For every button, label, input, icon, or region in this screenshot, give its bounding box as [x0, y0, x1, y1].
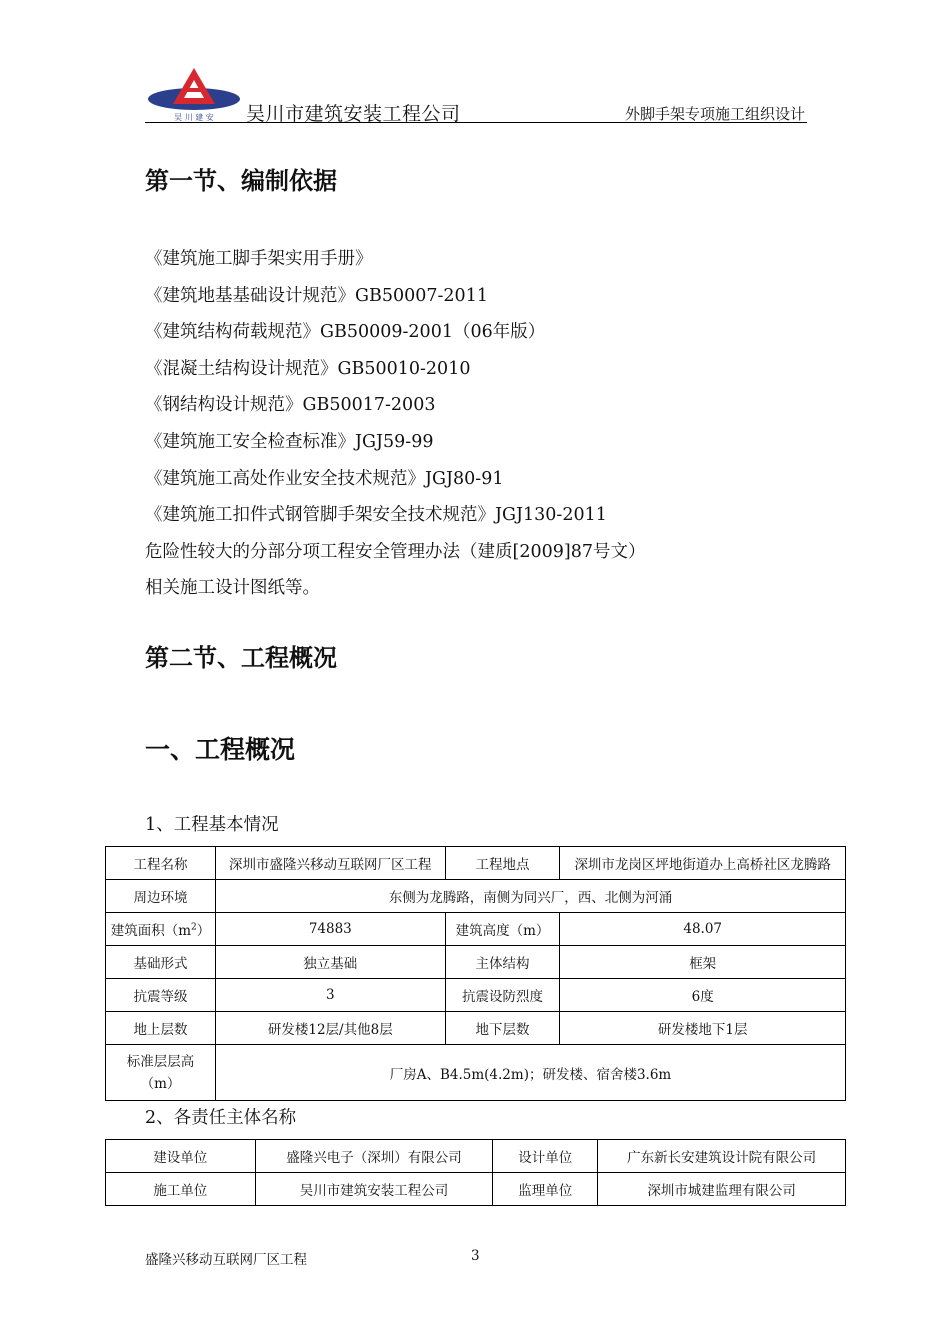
parties-table: [105, 1139, 846, 1206]
table-row: [106, 1173, 846, 1206]
logo-caption: 吴 川 建 安: [174, 113, 214, 122]
table-cell: 深圳市城建监理有限公司: [598, 1173, 846, 1206]
table-row: [106, 880, 846, 913]
table-cell: 抗震等级: [106, 979, 216, 1012]
table-cell: 抗震设防烈度: [445, 979, 560, 1012]
table-cell-area-label: [106, 913, 216, 946]
reference-item: 《建筑施工高处作业安全技术规范》JGJ80-91: [145, 468, 504, 489]
reference-item: 《建筑施工脚手架实用手册》: [145, 249, 373, 269]
table-row: [106, 1045, 846, 1101]
table-cell: 建筑高度（m）: [445, 913, 560, 946]
reference-item: 《建筑施工安全检查标准》JGJ59-99: [145, 431, 434, 452]
reference-list: [145, 241, 645, 607]
table-cell: 工程名称: [106, 847, 216, 880]
table-cell: 东侧为龙腾路，南侧为同兴厂，西、北侧为河涌: [215, 880, 845, 913]
floor-height-unit: （m）: [140, 1075, 181, 1092]
table-row: [106, 979, 846, 1012]
table-cell: 监理单位: [493, 1173, 598, 1206]
table-cell: 盛隆兴电子（深圳）有限公司: [255, 1140, 493, 1173]
table-cell: 框架: [560, 946, 846, 979]
table-row: [106, 1140, 846, 1173]
reference-item: 危险性较大的分部分项工程安全管理办法（建质[2009]87号文）: [145, 541, 646, 562]
overview-heading: 一、工程概况: [145, 735, 296, 764]
section1-title: 第一节、编制依据: [145, 167, 337, 195]
table-row: [106, 913, 846, 946]
table-cell: 施工单位: [106, 1173, 256, 1206]
table-cell: 6度: [560, 979, 846, 1012]
header-divider: [145, 122, 807, 123]
table-row: [106, 946, 846, 979]
page-number: 3: [471, 1248, 480, 1264]
table-row: [106, 847, 846, 880]
header-company: 吴川市建筑安装工程公司: [246, 103, 461, 125]
area-label-end: ）: [196, 923, 211, 939]
table-cell: 深圳市龙岗区坪地街道办上高桥社区龙腾路: [560, 847, 846, 880]
table-cell: 基础形式: [106, 946, 216, 979]
table-cell: 独立基础: [215, 946, 445, 979]
table-cell: 工程地点: [445, 847, 560, 880]
reference-item: 《建筑地基基础设计规范》GB50007-2011: [145, 285, 488, 306]
table-cell: 地下层数: [445, 1012, 560, 1045]
table-cell-floor-height-label: [106, 1045, 216, 1101]
table-cell: 建设单位: [106, 1140, 256, 1173]
section2-title: 第二节、工程概况: [145, 644, 337, 672]
reference-item: 《混凝土结构设计规范》GB50010-2010: [145, 358, 471, 379]
project-info-table: [105, 846, 846, 1101]
area-label: 建筑面积（m: [110, 923, 192, 939]
table-cell: 地上层数: [106, 1012, 216, 1045]
company-logo: [147, 66, 241, 122]
footer-project-name: 盛隆兴移动互联网厂区工程: [145, 1252, 307, 1268]
basic-info-heading: 1、工程基本情况: [145, 815, 279, 835]
table-cell: 广东新长安建筑设计院有限公司: [598, 1140, 846, 1173]
table-cell: 74883: [215, 913, 445, 946]
table-cell: 研发楼12层/其他8层: [215, 1012, 445, 1045]
area-unit-exponent: 2: [191, 922, 197, 933]
reference-item: 相关施工设计图纸等。: [145, 578, 320, 599]
table-cell: 主体结构: [445, 946, 560, 979]
table-row: [106, 1012, 846, 1045]
header-doc-title: 外脚手架专项施工组织设计: [624, 105, 805, 123]
table-cell: 设计单位: [493, 1140, 598, 1173]
table-cell: 吴川市建筑安装工程公司: [255, 1173, 493, 1206]
table-cell: 3: [215, 979, 445, 1012]
reference-item: 《钢结构设计规范》GB50017-2003: [145, 395, 436, 416]
table-cell: 周边环境: [106, 880, 216, 913]
table-cell: 厂房A、B4.5m(4.2m)；研发楼、宿舍楼3.6m: [215, 1045, 845, 1101]
reference-item: 《建筑施工扣件式钢管脚手架安全技术规范》JGJ130-2011: [145, 505, 607, 526]
parties-heading: 2、各责任主体名称: [145, 1108, 297, 1128]
table-cell: 深圳市盛隆兴移动互联网厂区工程: [215, 847, 445, 880]
reference-item: 《建筑结构荷载规范》GB50009-2001（06年版）: [145, 322, 546, 343]
floor-height-label: 标准层层高: [126, 1053, 195, 1070]
table-cell: 研发楼地下1层: [560, 1012, 846, 1045]
table-cell: 48.07: [560, 913, 846, 946]
